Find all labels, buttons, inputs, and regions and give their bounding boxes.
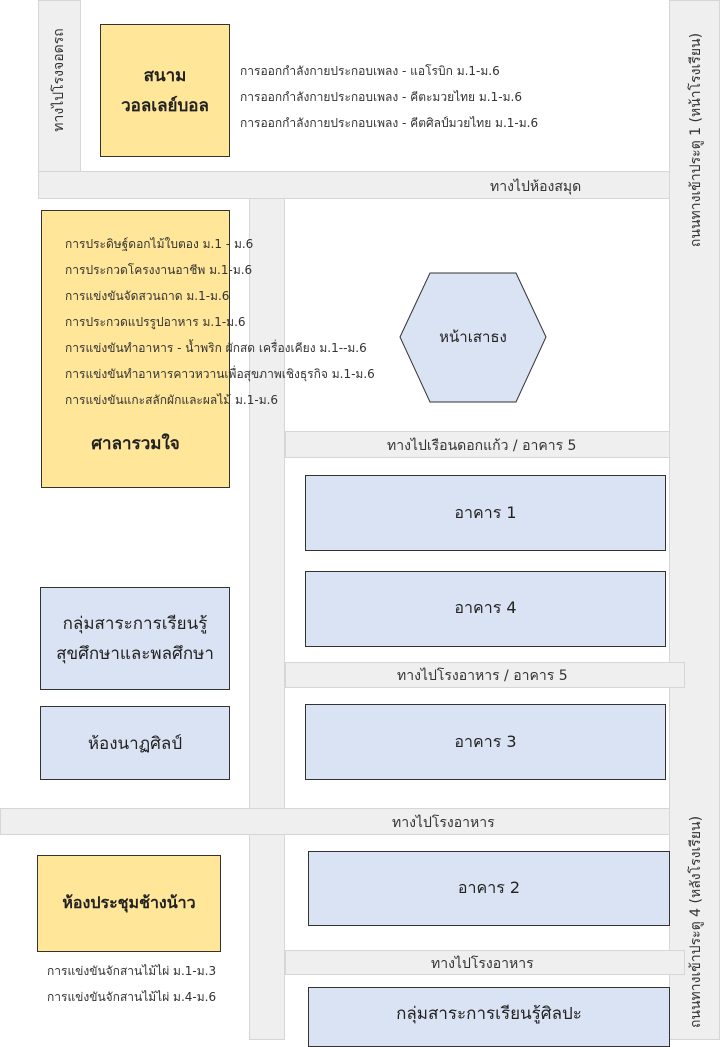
- building-1: อาคาร 1: [305, 475, 666, 551]
- road-label-ruandokkaew: ทางไปเรือนดอกแก้ว / อาคาร 5: [387, 438, 577, 454]
- road-label-canteen-bldg5: ทางไปโรงอาหาร / อาคาร 5: [397, 668, 568, 684]
- building-dance: ห้องนาฏศิลป์: [40, 706, 230, 780]
- road-label-canteen-2: ทางไปโรงอาหาร: [431, 956, 534, 972]
- meeting-room: ห้องประชุมช้างน้าว: [37, 855, 221, 952]
- road-canteen-1: [0, 808, 670, 835]
- volleyball-event: การออกกำลังกายประกอบเพลง - คีตะมวยไทย ม.1-ม.6: [240, 90, 522, 104]
- meeting-events: [47, 958, 216, 1010]
- sala-event: การประกวดแปรรูปอาหาร ม.1-ม.6: [65, 315, 246, 329]
- volleyball-events: [240, 58, 538, 136]
- sala-event: การแข่งขันทำอาหารคาวหวานเพื่อสุขภาพเชิงธุรกิจ ม.1-ม.6: [65, 367, 375, 381]
- volleyball-name-line2: วอลเลย์บอล: [121, 95, 209, 116]
- building-health-pe: [40, 587, 230, 690]
- road-label-parking: ทางไปโรงจอดรถ: [51, 28, 67, 132]
- building-2: อาคาร 2: [308, 851, 670, 926]
- sala-events: [65, 231, 375, 413]
- building-3: อาคาร 3: [305, 704, 666, 780]
- sala-event: การประกวดโครงงานอาชีพ ม.1-ม.6: [65, 263, 253, 277]
- sala-name: ศาลารวมใจ: [91, 433, 180, 454]
- health-pe-line2: สุขศึกษาและพลศึกษา: [56, 643, 214, 664]
- sala-event: การแข่งขันทำอาหาร - น้ำพริก ผักสด เครื่องเคียง ม.1--ม.6: [65, 341, 367, 355]
- volleyball-event: การออกกำลังกายประกอบเพลง - แอโรบิก ม.1-ม.6: [240, 64, 500, 78]
- building-arts: กลุ่มสาระการเรียนรู้ศิลปะ: [308, 987, 670, 1047]
- road-label-gate4: ถนนทางเข้าประตู 4 (หลังโรงเรียน): [688, 815, 704, 1029]
- sala-event: การแข่งขันแกะสลักผักและผลไม้ ม.1-ม.6: [65, 393, 279, 407]
- sala-event: การประดิษฐ์ดอกไม้ใบตอง ม.1 - ม.6: [65, 237, 254, 251]
- road-label-gate1: ถนนทางเข้าประตู 1 (หน้าโรงเรียน): [688, 32, 704, 248]
- health-pe-line1: กลุ่มสาระการเรียนรู้: [62, 613, 208, 634]
- meeting-event: การแข่งขันจักสานไม้ไผ่ ม.1-ม.3: [47, 964, 217, 978]
- road-label-canteen-1: ทางไปโรงอาหาร: [392, 815, 495, 831]
- building-4: อาคาร 4: [305, 571, 666, 647]
- meeting-event: การแข่งขันจักสานไม้ไผ่ ม.4-ม.6: [47, 990, 217, 1004]
- volleyball-event: การออกกำลังกายประกอบเพลง - คีตศิลป์มวยไทย ม.1-ม.6: [240, 116, 539, 130]
- volleyball-court: [100, 24, 230, 157]
- volleyball-name-line1: สนาม: [143, 65, 187, 86]
- road-label-library: ทางไปห้องสมุด: [490, 179, 582, 195]
- sala-event: การแข่งขันจัดสวนถาด ม.1-ม.6: [65, 289, 230, 303]
- flagpole-label: หน้าเสาธง: [439, 328, 507, 346]
